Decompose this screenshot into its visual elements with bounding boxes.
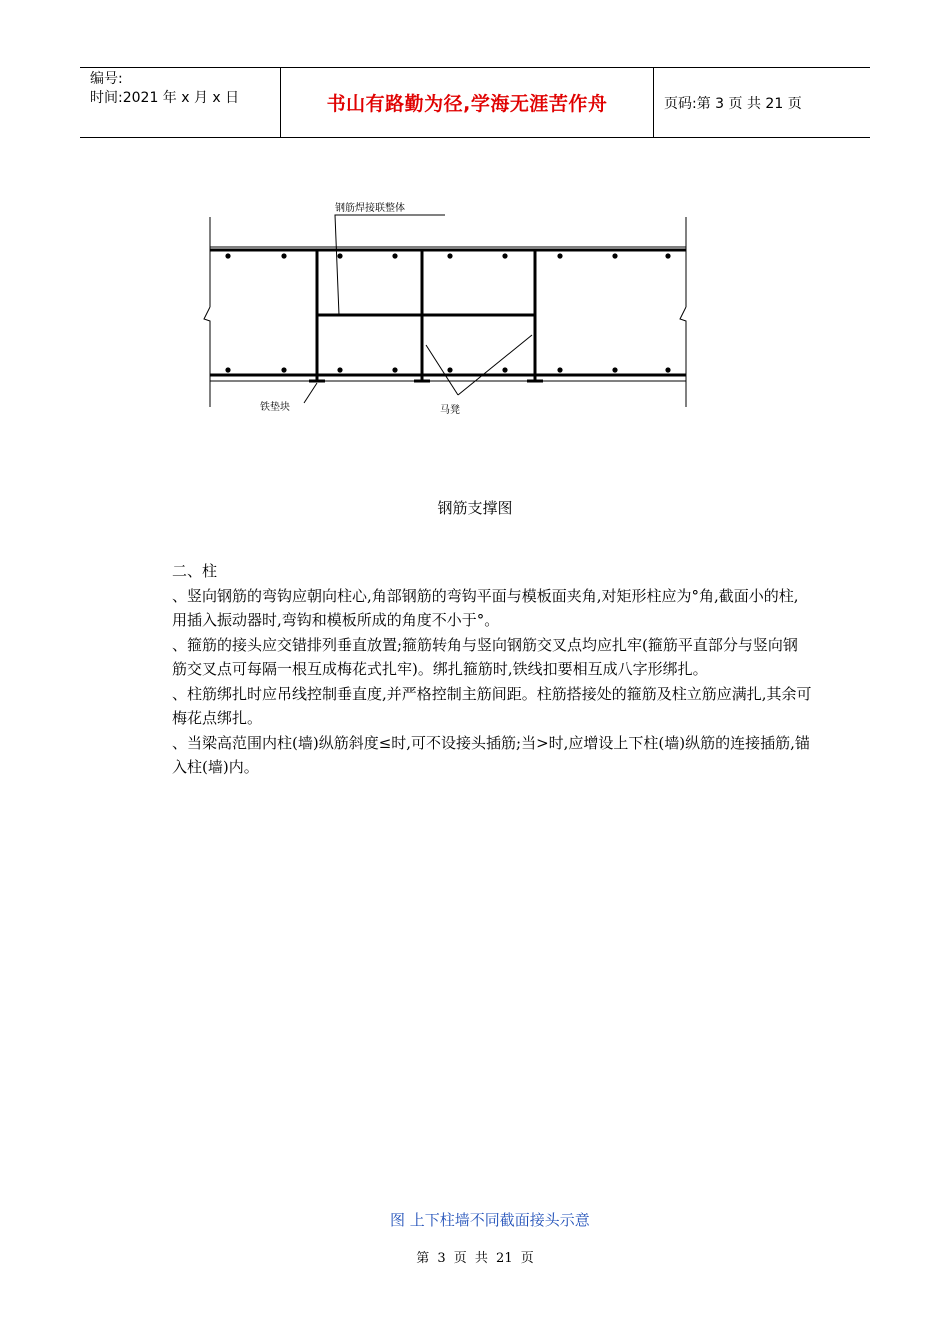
header-motto: 书山有路勤为径,学海无涯苦作舟	[280, 68, 654, 137]
bottom-bar-dots	[225, 367, 670, 372]
page-footer: 第 3 页 共 21 页	[416, 1251, 534, 1266]
figure-caption: 钢筋支撑图	[437, 499, 513, 517]
paragraph: 、当梁高范围内柱(墙)纵筋斜度≤时,可不设接头插筋;当>时,应增设上下柱(墙)纵筋的连接插筋,锚入柱(墙)内。	[172, 733, 810, 776]
header-page-code: 页码:第 3 页 共 21 页	[664, 95, 802, 112]
paragraph: 、竖向钢筋的弯钩应朝向柱心,角部钢筋的弯钩平面与模板面夹角,对矩形柱应为°角,截面小的柱,用插入振动器时,弯钩和模板所成的角度不小于°。	[172, 586, 799, 629]
document-date: 时间:2021 年 x 月 x 日	[90, 90, 240, 106]
page-header	[80, 67, 870, 138]
slab-outline	[204, 217, 686, 407]
label-stool: 马凳	[440, 405, 460, 416]
rebar-support-figure	[200, 195, 700, 430]
figure2-caption: 图 上下柱墙不同截面接头示意	[390, 1211, 590, 1229]
top-bar-dots	[225, 253, 670, 258]
document-number-label: 编号:	[90, 71, 123, 87]
section-heading: 二、柱	[172, 562, 218, 580]
rebar-support-diagram	[200, 195, 700, 430]
section-body	[172, 559, 812, 780]
paragraph: 、柱筋绑扎时应吊线控制垂直度,并严格控制主筋间距。柱筋搭接处的箍筋及柱立筋应满扎,其余可梅花点绑扎。	[172, 684, 812, 727]
label-iron-block: 铁垫块	[260, 402, 290, 413]
paragraph: 、箍筋的接头应交错排列垂直放置;箍筋转角与竖向钢筋交叉点均应扎牢(箍筋平直部分与竖向钢筋交叉点可每隔一根互成梅花式扎牢)。绑扎箍筋时,铁线扣要相互成八字形绑扎。	[172, 635, 798, 678]
header-left-cell	[80, 68, 280, 137]
label-welded-rebar: 钢筋焊接联整体	[335, 203, 405, 214]
